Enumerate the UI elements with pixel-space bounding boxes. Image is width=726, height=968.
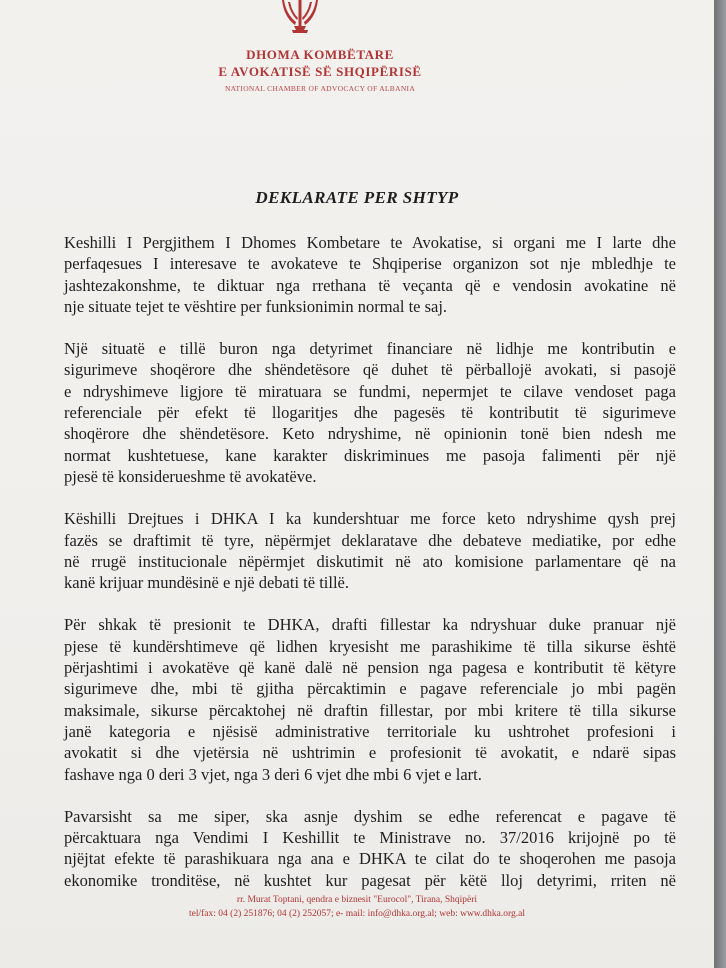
paragraph xyxy=(64,338,676,487)
paragraph-line: perfaqesues I interesave te avokateve te Shqiperise organizon sot nje mbledhje te xyxy=(64,254,676,274)
paragraph xyxy=(64,232,676,317)
paragraph-line: kanë krijuar mundësinë e një debati të tillë. xyxy=(64,573,349,593)
document-body xyxy=(64,232,676,912)
paragraph-line: fashave nga 0 deri 3 vjet, nga 3 deri 6 vjet dhe mbi 6 vjet e lart. xyxy=(64,764,482,784)
chamber-logo-icon xyxy=(280,0,320,36)
paragraph-line: pjese të kundërshtimeve që lidhen kryesisht me parashikime të tilla sikurse është xyxy=(64,636,676,656)
paragraph-line: jashtezakonshme, te diktuar nga rrethana të veçanta që e vendosin avokatine në xyxy=(64,275,676,295)
paragraph-line: Për shkak të presionit te DHKA, drafti fillestar ka ndryshuar duke pranuar një xyxy=(64,615,676,635)
paragraph-line: shoqërore dhe shëndetësore. Keto ndryshime, në opinionin tonë bien ndesh me xyxy=(64,424,676,444)
paragraph-line: e ndryshimeve ligjore të miratuara se fundmi, nepermjet te cilave vendoset paga xyxy=(64,381,676,401)
paragraph xyxy=(64,614,676,784)
letter-footer xyxy=(0,893,714,921)
footer-address: rr. Murat Toptani, qendra e biznesit "Eurocol", Tirana, Shqipëri xyxy=(236,895,478,905)
paragraph-line: përjashtimi i avokatëve që kanë dalë në pension nga pagesa e kontributit të këtyre xyxy=(64,658,676,678)
page-edge-shadow xyxy=(714,0,726,968)
footer-contact: tel/fax: 04 (2) 251876; 04 (2) 252057; e- mail: info@dhka.org.al; web: www.dhka.org.al xyxy=(189,909,525,919)
paragraph-line: pjesë të konsiderueshme të avokatëve. xyxy=(64,466,317,486)
paragraph-line: përcaktuara nga Vendimi I Keshillit te Ministrave no. 37/2016 krijojnë po të xyxy=(64,828,676,848)
paragraph-line: referenciale për efekt të llogaritjes dhe pagesës të kontributit të sigurimeve xyxy=(64,403,676,423)
paragraph-line: ekonomike tronditëse, në kushtet kur pagesat për këtë lloj detyrimi, rriten në xyxy=(64,870,676,890)
paragraph-line: Pavarsisht sa me siper, ska asnje dyshim se edhe referencat e pagave të xyxy=(64,806,676,826)
org-name-english: NATIONAL CHAMBER OF ADVOCACY OF ALBANIA xyxy=(224,84,416,93)
paragraph-line: në rrugë institucionale nëpërmjet diskutimit në ato komisione parlamentare që na xyxy=(64,551,676,571)
paragraph-line: Një situatë e tillë buron nga detyrimet financiare në lidhje me kontributin e xyxy=(64,339,676,359)
paragraph xyxy=(64,508,676,593)
org-name-line-1: DHOMA KOMBËTARE xyxy=(246,47,394,62)
paragraph-line: janë kategoria e njësisë administrative territoriale ku ushtrohet profesioni i xyxy=(64,721,676,741)
paragraph-line: nje situate tejet te vështire per funksionimin normal te saj. xyxy=(64,296,448,316)
paragraph-line: Këshilli Drejtues i DHKA I ka kundershtuar me force keto ndryshime qysh prej xyxy=(64,509,676,529)
paragraph-line: sigurimeve shoqërore dhe shëndetësore që duhet të përballojë avokati, si pasojë xyxy=(64,360,676,380)
paragraph xyxy=(64,806,676,891)
org-name-line-2: E AVOKATISË SË SHQIPËRISË xyxy=(218,64,422,79)
paragraph-line: fazës se draftimit të tyre, nëpërmjet deklaratave dhe debateve mediatike, por edhe xyxy=(64,530,676,550)
organization-name-block xyxy=(200,46,440,93)
paragraph-line: sigurimeve dhe, mbi të gjitha përcaktimin e pagave referenciale jo mbi pagën xyxy=(64,679,676,699)
document-title: DEKLARATE PER SHTYP xyxy=(255,188,459,207)
paragraph-line: Keshilli I Pergjithem I Dhomes Kombetare te Avokatise, si organi me I larte dhe xyxy=(64,233,676,252)
paragraph-line: normat kushtetuese, kane karakter diskriminues me pasoja falimenti për një xyxy=(64,445,676,465)
paragraph-line: maksimale, sikurse përcaktohej në draftin fillestar, por mbi kritere të tilla sikurse xyxy=(64,700,676,720)
paragraph-line: avokatit si dhe vjetërsia në ushtrimin e profesionit të avokatit, e ndarë sipas xyxy=(64,743,676,763)
paragraph-line: njëjtat efekte të parashikuara nga ana e DHKA te cilat do te shoqerohen me pasoja xyxy=(64,849,676,869)
